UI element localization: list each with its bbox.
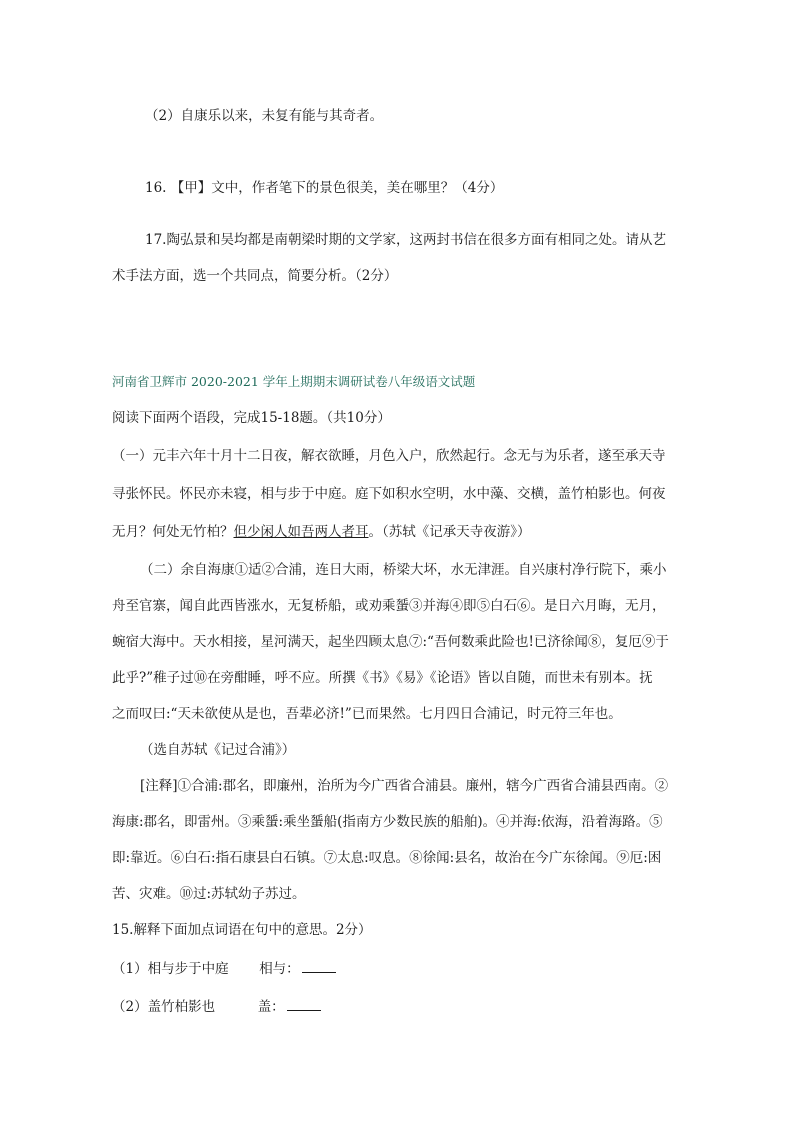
question-15-1 [112, 958, 336, 979]
annotation-line-4: 苦、灾难。⑩过:苏轼幼子苏过。 [112, 886, 306, 902]
section-title: 河南省卫辉市 2020-2021 学年上期期末调研试卷八年级语文试题 [112, 374, 476, 389]
question-15-1-text: （1）相与步于中庭 [112, 961, 229, 977]
question-16: 16. 【甲】文中，作者笔下的景色很美，美在哪里？（4分） [145, 180, 504, 196]
passage-2-line-1: （二）余自海康①适②合浦，连日大雨，桥梁大坏，水无津涯。自兴康村净行院下，乘小 [140, 562, 667, 578]
passage-2-line-4: 此乎?”稚子过⑩在旁酣睡，呼不应。所撰《书》《易》《论语》皆以自随，而世未有别本。抚 [112, 670, 653, 686]
annotation-line-3: 即:靠近。⑥白石:指石康县白石镇。⑦太息:叹息。⑧徐闻:县名，故治在今广东徐闻。⑨厄:困 [112, 850, 662, 866]
question-15-2-label: 盖： [257, 999, 285, 1015]
question-15-2 [112, 996, 321, 1017]
passage-1-underlined-sentence: 但少闲人如吾两人者耳 [233, 524, 369, 540]
annotation-line-2: 海康:郡名，即雷州。③乘蜑:乘坐蜑船(指南方少数民族的船舶)。④并海:依海，沿着海路。⑤ [112, 814, 663, 830]
passage-1-line-2: 寻张怀民。怀民亦未寝，相与步于中庭。庭下如积水空明，水中藻、交横，盖竹柏影也。何夜 [112, 486, 666, 502]
answer-blank-2[interactable] [287, 996, 321, 1011]
passage-2-source: （选自苏轼《记过合浦》） [140, 742, 296, 758]
passage-2-line-5: 之而叹曰:“天未欲使从是也，吾辈必济!”已而果然。七月四日合浦记，时元符三年也。 [112, 706, 622, 722]
question-14-2: （2）自康乐以来，未复有能与其奇者。 [145, 108, 384, 124]
passage-1-line-3-post: 。（苏轼《记承天寺夜游》） [368, 524, 531, 540]
question-17-line-2: 术手法方面，选一个共同点，简要分析。（2分） [112, 268, 398, 284]
question-15: 15.解释下面加点词语在句中的意思。2分） [112, 922, 372, 938]
section-instruction: 阅读下面两个语段，完成15-18题。（共10分） [112, 410, 391, 426]
question-15-1-label: 相与： [259, 961, 300, 977]
passage-1-line-1: （一）元丰六年十月十二日夜，解衣欲睡，月色入户，欣然起行。念无与为乐者，遂至承天寺 [112, 448, 666, 464]
passage-2-line-2: 舟至官寨，闻自此西皆涨水，无复桥船，或劝乘蜑③并海④即⑤白石⑥。是日六月晦，无月， [112, 598, 666, 614]
annotation-line-1: [注释]①合浦:郡名，即廉州，治所为今广西省合浦县。廉州，辖今广西省合浦县西南。② [140, 778, 669, 794]
passage-1-line-3-pre: 无月？何处无竹柏？ [112, 524, 234, 540]
question-17-line-1: 17.陶弘景和吴均都是南朝梁时期的文学家，这两封书信在很多方面有相同之处。请从艺 [145, 232, 666, 248]
passage-1-line-3 [112, 522, 531, 542]
answer-blank-1[interactable] [302, 958, 336, 973]
question-15-2-text: （2）盖竹柏影也 [112, 999, 216, 1015]
passage-2-line-3: 蜿宿大海中。天水相接，星河满天，起坐四顾太息⑦:“吾何数乘此险也!已济徐闻⑧，复厄⑨于 [112, 634, 669, 650]
